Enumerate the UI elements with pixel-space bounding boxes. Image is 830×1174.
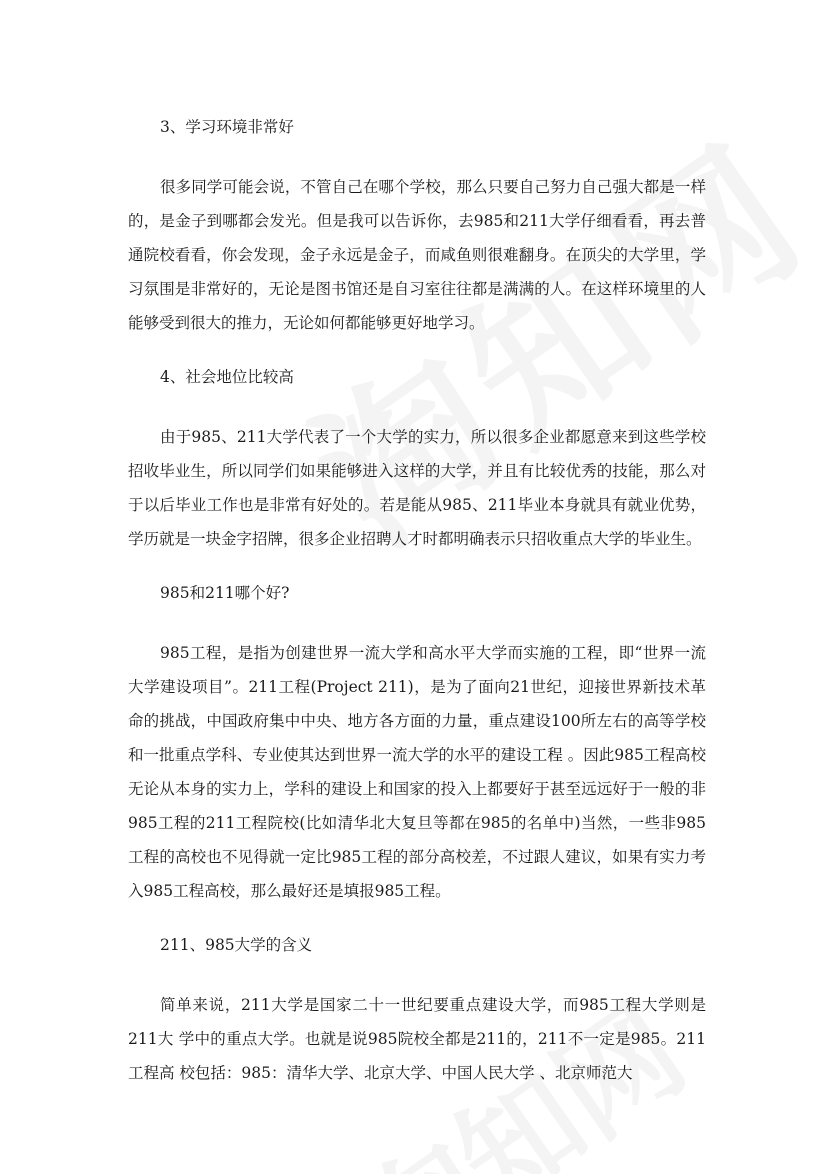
section-heading-meaning: 211、985大学的含义 <box>160 936 313 954</box>
section-paragraph-social-status: 由于985、211大学代表了一个大学的实力，所以很多企业都愿意来到这些学校招收毕业生，所以同学们如果能够进入这样的大学，并且有比较优秀的技能，那么对于以后毕业工作也是非常有好处的。若是能从985、211毕业本身就具有就业优势，学历就是一块金字招牌，很多企业招聘人才时都明确表示只招收重点大学的毕业生。 <box>128 428 706 548</box>
section-paragraph-meaning: 简单来说，211大学是国家二十一世纪要重点建设大学，而985工程大学则是211大 学中的重点大学。也就是说985院校全都是211的，211不一定是985。211工程高 校包括：985：清华大学、北京大学、中国人民大学 、北京师范大 <box>128 996 706 1082</box>
section-paragraph-learning-environment: 很多同学可能会说，不管自己在哪个学校，那么只要自己努力自己强大都是一样的，是金子到哪都会发光。但是我可以告诉你，去985和211大学仔细看看，再去普通院校看看，你会发现，金子永远是金子，而咸鱼则很难翻身。在顶尖的大学里，学习氛围是非常好的，无论是图书馆还是自习室往往都是满满的人。在这样环境里的人能够受到很大的推力，无论如何都能够更好地学习。 <box>128 178 706 332</box>
section-heading-which-is-better: 985和211哪个好? <box>160 584 290 602</box>
section-paragraph-which-is-better: 985工程，是指为创建世界一流大学和高水平大学而实施的工程，即“世界一流大学建设项目”。211工程(Project 211)，是为了面向21世纪，迎接世界新技术革命的挑战，中国政府集中中央、地方各方面的力量，重点建设100所左右的高等学校和一批重点学科、专业使其达到世界一流大学的水平的建设工程 。因此985工程高校无论从本身的实力上，学科的建设上和国家的投入上都要好于甚至远远好于一般的非985工程的211工程院校(比如清华北大复旦等都在985的名单中)当然，一些非985工程的高校也不见得就一定比985工程的部分高校差，不过跟人建议，如果有实力考入985工程高校，那么最好还是填报985工程。 <box>128 644 706 900</box>
document-body <box>128 112 706 1090</box>
section-heading-learning-environment: 3、学习环境非常好 <box>160 118 294 136</box>
section-heading-social-status: 4、社会地位比较高 <box>160 368 294 386</box>
